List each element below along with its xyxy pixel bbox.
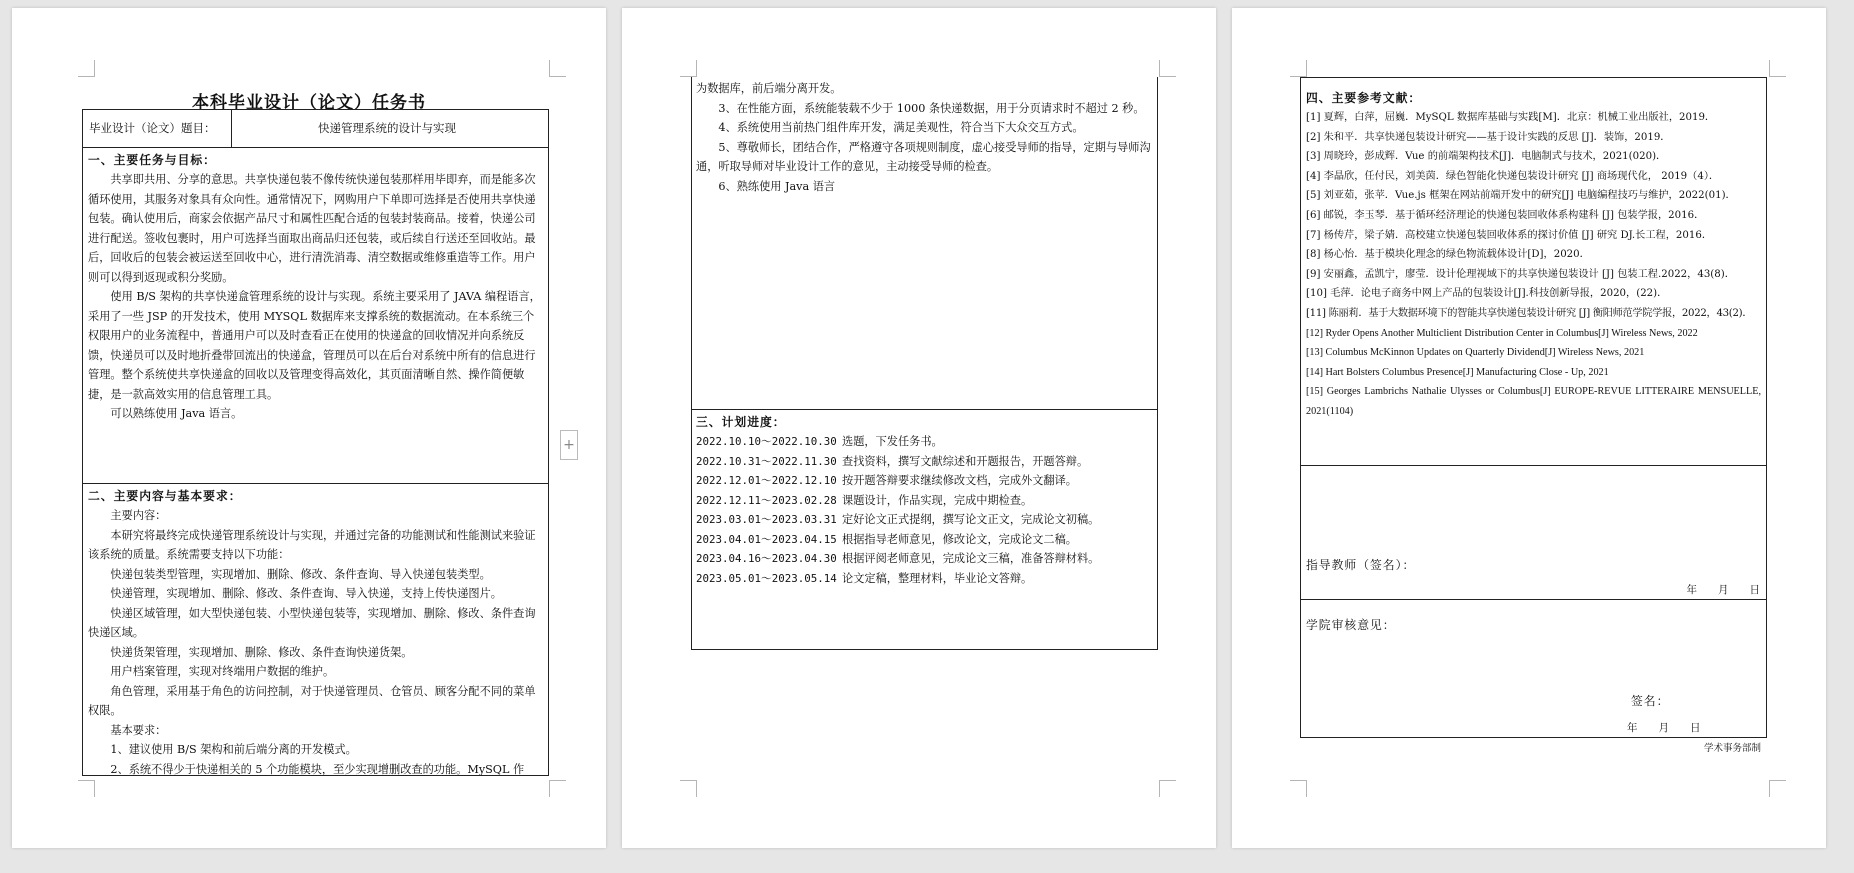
advisor-signature-box (1300, 465, 1767, 600)
text-line: 角色管理，采用基于角色的访问控制，对于快递管理员、仓管员、顾客分配不同的菜单权限。 (88, 684, 536, 717)
schedule-row (696, 530, 1153, 550)
schedule-row (696, 452, 1153, 472)
text-line: 基本要求： (110, 723, 167, 737)
section-plan (691, 409, 1158, 650)
text-line: 4、系统使用当前热门组件库开发，满足美观性，符合当下大众交互方式。 (718, 121, 1084, 134)
crop-mark (680, 60, 697, 77)
schedule-task: 定好论文正式提纲，撰写论文正文，完成论文初稿。 (842, 513, 1100, 526)
text-line: 5、尊敬师长，团结合作，严格遵守各项规则制度，虚心接受导师的指导，定期与导师沟通，听取导师对毕业设计工作的意见，主动接受导师的检查。 (696, 140, 1151, 173)
text-line: 快递区域管理，如大型快递包装、小型快递包装等，实现增加、删除、修改、条件查询快递区域。 (88, 606, 536, 639)
document-page-3 (1232, 8, 1826, 848)
section-references (1300, 77, 1767, 466)
reference-item: [9] 安丽鑫，孟凯宁，廖莹．设计伦理视域下的共享快递包装设计 [J] 包装工程.2022，43(8)． (1306, 268, 1735, 280)
schedule-task: 论文定稿，整理材料，毕业论文答辩。 (842, 571, 1033, 585)
schedule-date: 2022.12.11～2023.02.28 (696, 493, 837, 507)
schedule-row (696, 569, 1153, 589)
text-line: 3、在性能方面，系统能装载不少于 1000 条快递数据，用于分页请求时不超过 2 秒。 (718, 101, 1145, 115)
schedule-task: 根据指导老师意见，修改论文，完成论文二稿。 (842, 532, 1077, 546)
topic-row (82, 109, 549, 148)
schedule-task: 按开题答辩要求继续修改文档，完成外文翻译。 (842, 474, 1077, 487)
schedule-date: 2023.04.01～2023.04.15 (696, 532, 837, 546)
schedule-row (696, 549, 1153, 569)
section-heading: 三、计划进度： (696, 415, 786, 429)
schedule-date: 2023.03.01～2023.03.31 (696, 513, 837, 526)
schedule-row (696, 432, 1153, 452)
reference-item: [2] 朱和平．共享快递包装设计研究——基于设计实践的反思 [J]．装饰，2019． (1306, 131, 1671, 143)
topic-label: 毕业设计（论文）题目： (83, 110, 232, 147)
footer-note: 学术事务部制 (1704, 743, 1762, 754)
date-label: 年 月 日 (1627, 722, 1701, 734)
schedule-row (696, 471, 1153, 491)
document-page-1 (12, 8, 606, 848)
college-review-label: 学院审核意见： (1306, 618, 1396, 632)
schedule-date: 2023.05.01～2023.05.14 (696, 571, 837, 585)
crop-mark (1769, 60, 1786, 77)
text-line: 本研究将最终完成快递管理系统设计与实现，并通过完备的功能测试和性能测试来验证该系统的质量。系统需要支持以下功能： (88, 528, 536, 561)
text-line: 1、建议使用 B/S 架构和前后端分离的开发模式。 (110, 743, 357, 756)
crop-mark (549, 60, 566, 77)
crop-mark (549, 780, 566, 797)
crop-mark (1159, 60, 1176, 77)
section-content-continued (691, 77, 1158, 410)
text-line: 6、熟练使用 Java 语言 (718, 179, 836, 193)
text-line: 主要内容： (110, 509, 167, 522)
section-content-requirements (82, 483, 549, 776)
text-line: 快递包装类型管理，实现增加、删除、修改、条件查询、导入快递包装类型。 (110, 567, 491, 581)
page-title: 本科毕业设计（论文）任务书 (192, 93, 426, 113)
reference-item: [5] 刘亚茹，张苹．Vue.js 框架在网站前端开发中的研究[J] 电脑编程技巧与维护，2022(01)． (1306, 190, 1736, 202)
text-line: 快递管理，实现增加、删除、修改、条件查询、导入快递，支持上传快递图片。 (110, 587, 502, 600)
section-heading: 二、主要内容与基本要求： (88, 489, 242, 503)
reference-item: [7] 杨传芹，梁子婧．高校建立快递包装回收体系的探讨价值 [J] 研究 DJ.长工程，2016． (1306, 229, 1713, 241)
date-label: 年 月 日 (1686, 584, 1760, 596)
advisor-label: 指导教师（签名）： (1306, 558, 1416, 572)
topic-value: 快递管理系统的设计与实现 (318, 121, 456, 135)
reference-item: [6] 邮锐，李玉琴．基于循环经济理论的快递包装回收体系构建科 [J] 包装学报，2016． (1306, 209, 1705, 221)
schedule-row (696, 491, 1153, 511)
crop-mark (78, 780, 95, 797)
crop-mark (680, 780, 697, 797)
crop-mark (1290, 60, 1307, 77)
signature-label: 签名： (1631, 694, 1670, 708)
reference-item: [12] Ryder Opens Another Multiclient Distribution Center in Columbus[J] Wireless News, 2022 (1306, 327, 1698, 339)
schedule-task: 选题，下发任务书。 (842, 435, 943, 448)
schedule-date: 2022.10.31～2022.11.30 (696, 454, 837, 468)
crop-mark (1769, 780, 1786, 797)
reference-item: [14] Hart Bolsters Columbus Presence[J] Manufacturing Close - Up, 2021 (1306, 366, 1609, 378)
schedule-date: 2023.04.16～2023.04.30 (696, 552, 837, 565)
section-heading: 一、主要任务与目标： (88, 153, 216, 167)
schedule-task: 课题设计，作品实现，完成中期检查。 (842, 493, 1033, 507)
text-line: 用户档案管理，实现对终端用户数据的维护。 (110, 665, 335, 678)
schedule-task: 根据评阅老师意见，完成论文三稿，准备答辩材料。 (842, 552, 1100, 565)
reference-item: [15] Georges Lambrichs Nathalie Ulysses or Columbus[J] EUROPE-REVUE LITTERAIRE MENSUELLE, 2021(1104) (1306, 386, 1761, 417)
section-heading: 四、主要参考文献： (1306, 91, 1422, 105)
reference-item: [3] 周晓玲，彭成辉．Vue 的前端架构技术[J]．电脑制式与技术，2021(020)． (1306, 151, 1667, 163)
reference-item: [13] Columbus McKinnon Updates on Quarterly Dividend[J] Wireless News, 2021 (1306, 347, 1645, 359)
reference-item: [8] 杨心怡．基于模块化理念的绿色物流载体设计[D]，2020． (1306, 249, 1590, 261)
reference-item: [11] 陈丽莉．基于大数据环境下的智能共享快递包装设计研究 [J] 衡阳师范学院学报，2022，43(2)． (1306, 307, 1753, 319)
paragraph: 可以熟练使用 Java 语言。 (110, 407, 243, 420)
section-tasks-goals (82, 147, 549, 484)
document-page-2 (622, 8, 1216, 848)
crop-mark (1159, 780, 1176, 797)
reference-item: [1] 夏辉，白萍，屈巍．MySQL 数据库基础与实践[M]．北京：机械工业出版社，2019． (1306, 112, 1716, 123)
schedule-date: 2022.10.10～2022.10.30 (696, 435, 837, 448)
text-line: 快递货架管理，实现增加、删除、修改、条件查询快递货架。 (110, 645, 413, 659)
reference-item: [4] 李晶欣，任付民，刘美茵．绿色智能化快递包装设计研究 [J] 商场现代化， 2019（4）． (1306, 170, 1720, 182)
schedule-task: 查找资料，撰写文献综述和开题报告，开题答辩。 (842, 454, 1089, 468)
text-line: 为数据库，前后端分离开发。 (696, 82, 842, 95)
schedule-row (696, 510, 1153, 530)
crop-mark (1290, 780, 1307, 797)
reference-item: [10] 毛萍．论电子商务中网上产品的包装设计[J].科技创新导报，2020，(22)． (1306, 288, 1668, 300)
paragraph: 使用 B/S 架构的共享快递盒管理系统的设计与实现。系统主要采用了 JAVA 编程语言，采用了一些 JSP 的开发技术，使用 MYSQL 数据库来支撑系统的数据流动。在本系统三个权限用户的业务流程中，普通用户可以及时查看正在使用的快递盒的回收情况并向系统反馈，快递员可以及时地折叠带回流出的快递盒，管理员可以在后台对系统中所有的信息进行管理。整个系统使共享快递盒的回收以及管理变得高效化，其页面清晰自然、操作简便敏捷，是一款高效实用的信息管理工具。 (88, 290, 541, 401)
add-row-handle-icon[interactable]: + (560, 430, 578, 460)
schedule-date: 2022.12.01～2022.12.10 (696, 474, 837, 487)
schedule-list (696, 432, 1153, 588)
crop-mark (78, 60, 95, 77)
college-review-box (1300, 599, 1767, 738)
paragraph: 共享即共用、分享的意思。共享快递包装不像传统快递包装那样用毕即弃，而是能多次循环使用，其服务对象具有众向性。通常情况下，网购用户下单即可选择是否使用共享快递包装。确认使用后，商家会依据产品尺寸和属性匹配合适的包装封装商品。接着，快递公司进行配送。签收包裹时，用户可选择当面取出商品归还包装，或后续自行送还至回收站。最后，回收后的包装会被运送至回收中心，进行清洗消毒、清空数据或维修重造等工作。用户则可以得到返现或积分奖励。 (88, 173, 536, 284)
text-line: 2、系统不得少于快递相关的 5 个功能模块，至少实现增删改查的功能。MySQL 作 (110, 762, 525, 776)
